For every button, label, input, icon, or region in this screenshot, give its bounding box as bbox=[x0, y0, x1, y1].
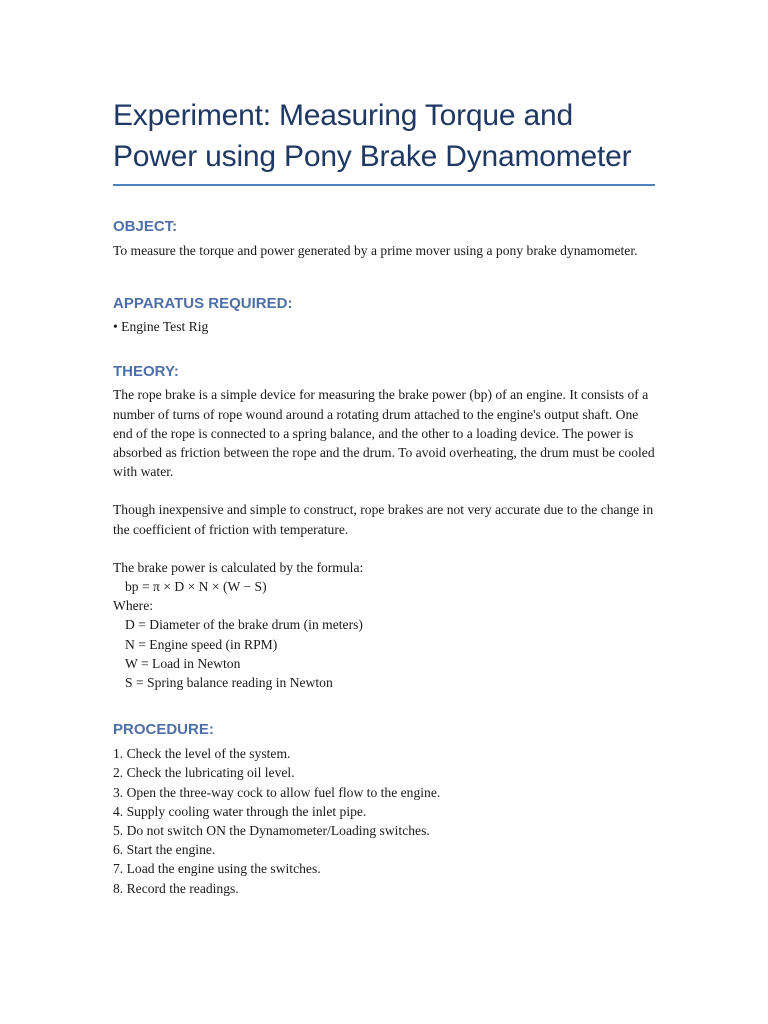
theory-paragraph-2: Though inexpensive and simple to construct, rope brakes are not very accurate due to the change in the coefficient of friction with temperature. bbox=[113, 502, 654, 537]
procedure-heading: PROCEDURE: bbox=[113, 721, 214, 739]
object-heading: OBJECT: bbox=[113, 218, 178, 235]
procedure-step: 5. Do not switch ON the Dynamometer/Loading switches. bbox=[113, 823, 430, 839]
procedure-step: 6. Start the engine. bbox=[113, 842, 216, 858]
procedure-step: 1. Check the level of the system. bbox=[113, 746, 291, 762]
variable-n: N = Engine speed (in RPM) bbox=[125, 636, 278, 652]
procedure-step: 3. Open the three-way cock to allow fuel flow to the engine. bbox=[113, 784, 441, 800]
procedure-step: 7. Load the engine using the switches. bbox=[113, 861, 321, 877]
object-text: To measure the torque and power generated by a prime mover using a pony brake dynamometer. bbox=[113, 243, 638, 258]
formula-block bbox=[113, 558, 655, 692]
variable-w: W = Load in Newton bbox=[125, 655, 241, 671]
formula: bp = π × D × N × (W − S) bbox=[125, 579, 267, 595]
procedure-step: 2. Check the lubricating oil level. bbox=[113, 765, 295, 781]
apparatus-heading: APPARATUS REQUIRED: bbox=[113, 295, 293, 313]
document-title: Experiment: Measuring Torque and Power using Pony Brake Dynamometer bbox=[113, 99, 632, 173]
procedure-list bbox=[113, 744, 655, 898]
procedure-step: 8. Record the readings. bbox=[113, 880, 239, 896]
formula-intro: The brake power is calculated by the formula: bbox=[113, 559, 364, 575]
variable-s: S = Spring balance reading in Newton bbox=[125, 675, 333, 691]
document-page bbox=[113, 95, 655, 914]
theory-paragraph-1: The rope brake is a simple device for measuring the brake power (bp) of an engine. It consists of a number of turns of rope wound around a rotating drum attached to the engine's output shaft. One end of the rope is connected to a spring balance, and the other to a loading device. The power is absorbed as friction between the rope and the drum. To avoid overheating, the drum must be cooled with water. bbox=[113, 387, 655, 480]
where-label: Where: bbox=[113, 598, 153, 614]
title-underline bbox=[113, 184, 655, 186]
variable-d: D = Diameter of the brake drum (in meters) bbox=[125, 617, 363, 633]
procedure-step: 4. Supply cooling water through the inlet pipe. bbox=[113, 803, 367, 819]
apparatus-item: • Engine Test Rig bbox=[113, 319, 209, 335]
theory-heading: THEORY: bbox=[113, 363, 179, 381]
